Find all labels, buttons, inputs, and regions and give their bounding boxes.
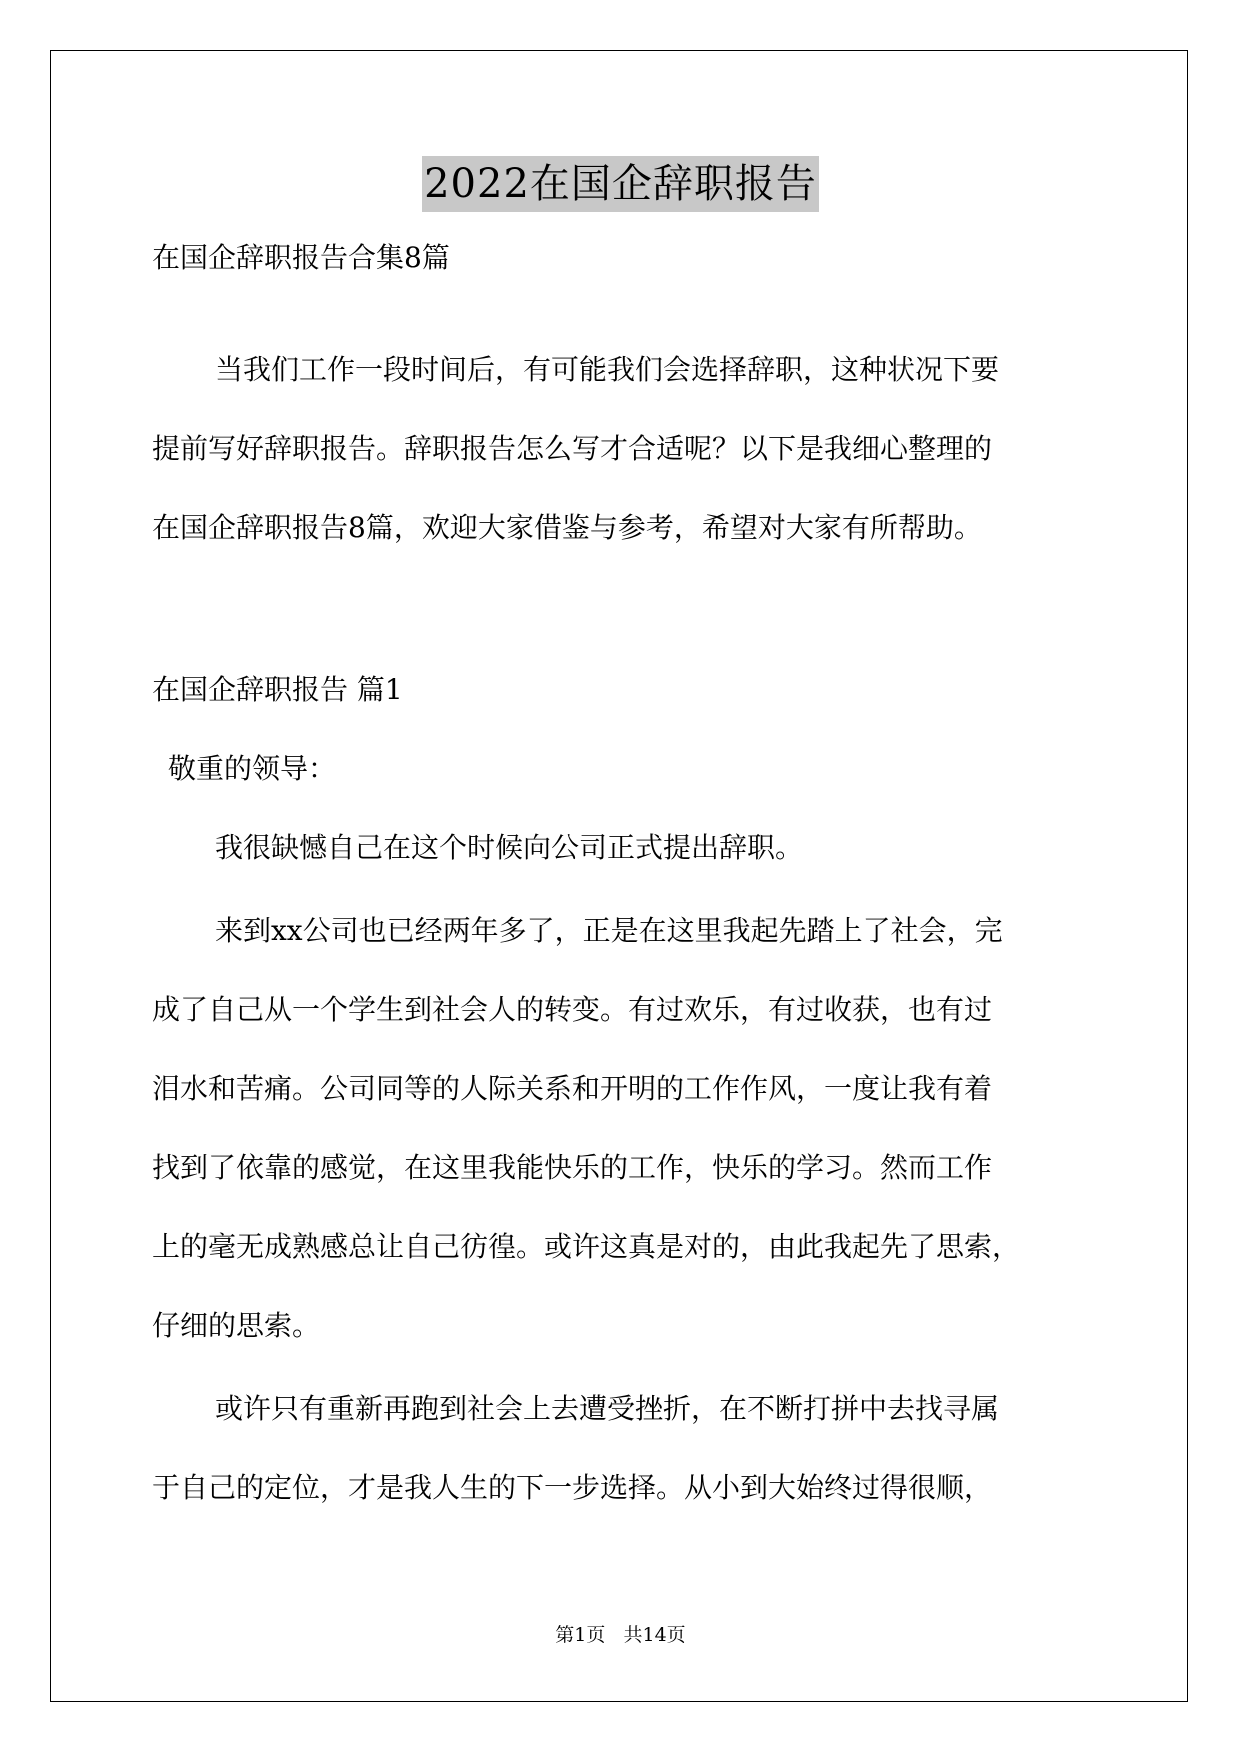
page-indicator: 第1页 共14页 [555, 1624, 686, 1646]
body-line-9: 于自己的定位，才是我人生的下一步选择。从小到大始终过得很顺， [152, 1471, 993, 1504]
salutation: 敬重的领导： [168, 752, 337, 785]
intro-line-1: 当我们工作一段时间后，有可能我们会选择辞职，这种状况下要 [215, 353, 1000, 386]
body-line-2: 来到xx公司也已经两年多了，正是在这里我起先踏上了社会，完 [215, 914, 1003, 947]
body-line-8: 或许只有重新再跑到社会上去遭受挫折，在不断打拼中去找寻属 [215, 1392, 1000, 1425]
body-line-4: 泪水和苦痛。公司同等的人际关系和开明的工作作风，一度让我有着 [152, 1072, 993, 1105]
body-line-5: 找到了依靠的感觉，在这里我能快乐的工作，快乐的学习。然而工作 [152, 1151, 993, 1184]
intro-line-3: 在国企辞职报告8篇，欢迎大家借鉴与参考，希望对大家有所帮助。 [152, 511, 982, 544]
body-line-7: 仔细的思索。 [152, 1309, 321, 1342]
body-line-3: 成了自己从一个学生到社会人的转变。有过欢乐，有过收获，也有过 [152, 993, 993, 1026]
title-container [0, 156, 1241, 212]
body-line-6: 上的毫无成熟感总让自己彷徨。或许这真是对的，由此我起先了思索， [152, 1230, 1021, 1263]
document-subtitle: 在国企辞职报告合集8篇 [152, 241, 450, 274]
body-line-1: 我很缺憾自己在这个时候向公司正式提出辞职。 [215, 831, 804, 864]
page-border [50, 50, 1188, 1702]
document-title: 2022在国企辞职报告 [422, 156, 819, 212]
section-heading: 在国企辞职报告 篇1 [152, 673, 403, 706]
intro-line-2: 提前写好辞职报告。辞职报告怎么写才合适呢？以下是我细心整理的 [152, 432, 993, 465]
